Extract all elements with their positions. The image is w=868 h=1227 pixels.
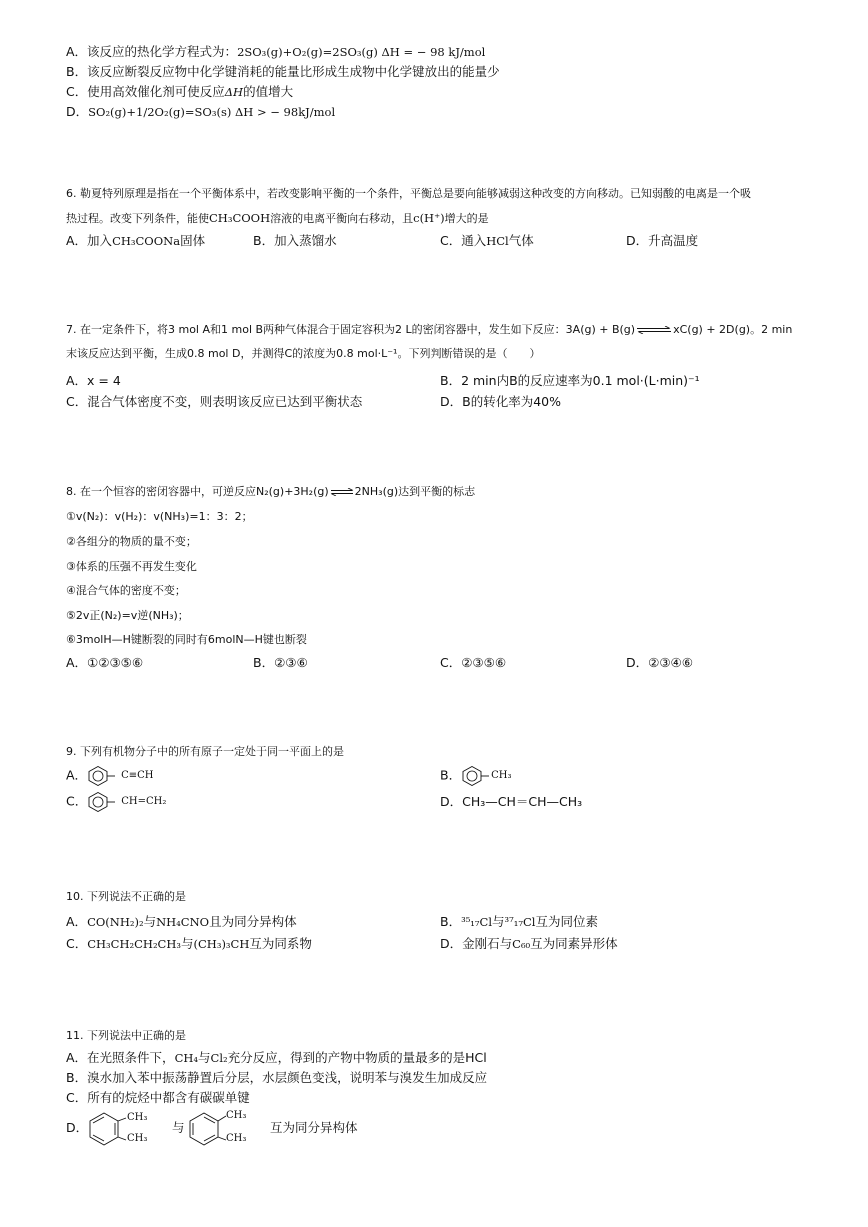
- q11-option-b: B．溴水加入苯中振荡静置后分层，水层颜色变浅，说明苯与溴发生加成反应: [66, 1070, 488, 1085]
- q7-stem-part-b: xC(g) + 2D(g)。2 min: [673, 323, 793, 336]
- q10-option-d-prefix: D．金刚石与: [440, 936, 513, 951]
- q10-formula-isobutane: (CH₃)₃CH: [193, 937, 250, 951]
- benzene-ring-icon: [87, 766, 121, 786]
- q10-stem: 10. 下列说法不正确的是: [66, 890, 186, 903]
- q5-option-c-delta-h: ΔH: [224, 85, 244, 99]
- q9-option-d: D．CH₃—CH＝CH—CH₃: [440, 794, 583, 809]
- q8-option-a: A．①②③⑤⑥: [66, 655, 144, 670]
- q5-option-d: [66, 104, 335, 120]
- q11-ortho-methyl-1: CH₃: [127, 1112, 148, 1123]
- q9-option-a-label: A．: [66, 767, 88, 783]
- q9-option-b-substituent: CH₃: [491, 770, 512, 781]
- q6-option-c: [440, 233, 534, 249]
- q6-stem-line1: 6. 勒夏特列原理是指在一个平衡体系中，若改变影响平衡的一个条件，平衡总是要向能够减弱这种改变的方向移动。已知弱酸的电离是一个吸: [66, 187, 751, 200]
- q8-item-1: ①v(N₂)：v(H₂)：v(NH₃)=1：3：2；: [66, 510, 253, 523]
- q11-option-a-suffix: 充分反应，得到的产物中物质的量最多的是HCl: [227, 1050, 487, 1065]
- q10-option-a-connector: 与: [143, 914, 157, 929]
- q7-stem-part-a: 7. 在一定条件下，将3 mol A和1 mol B两种气体混合于固定容积为2 L的密闭容器中，发生如下反应：3A(g) + B(g): [66, 323, 636, 336]
- q6-option-d: D．升高温度: [626, 233, 699, 248]
- q9-option-c: [66, 792, 166, 812]
- q11-isomer-methyl-1: CH₃: [226, 1110, 247, 1121]
- q6-option-a: [66, 233, 205, 249]
- q6-stem-part-c: 溶液的电离平衡向右移动，且: [270, 212, 414, 225]
- q6-stem-line2: [66, 210, 489, 227]
- q5-option-a: [66, 44, 485, 60]
- q9-option-a: [66, 766, 153, 786]
- phenylacetylene-structure: [87, 766, 153, 786]
- q8-option-d: D．②③④⑥: [626, 655, 693, 670]
- q10-formula-butane: CH₃CH₂CH₂CH₃: [87, 937, 181, 951]
- q9-option-b-label: B．: [440, 767, 462, 783]
- q10-formula-urea: CO(NH₂)₂: [87, 915, 144, 929]
- benzene-ring-icon: [87, 792, 121, 812]
- q10-option-b-suffix: 互为同位素: [535, 914, 598, 929]
- q10-isotope-cl37: ³⁷₁₇Cl: [504, 915, 536, 929]
- q8-stem-part-a: 8. 在一个恒容的密闭容器中，可逆反应N₂(g)+3H₂(g): [66, 485, 329, 498]
- q10-isotope-cl35: ³⁵₁₇Cl: [461, 915, 492, 929]
- q11-option-c: C．所有的烷烃中都含有碳碳单键: [66, 1090, 250, 1105]
- q6-formula-acetic-acid: CH₃COOH: [209, 211, 271, 225]
- q10-option-a-label: A．: [66, 914, 88, 929]
- q11-option-a-connector: 与: [198, 1050, 211, 1065]
- q11-option-d-label: D．: [66, 1120, 89, 1135]
- q10-option-c: [66, 936, 312, 952]
- q10-option-a: [66, 914, 297, 930]
- q10-formula-c60: C₆₀: [512, 937, 531, 951]
- q6-formula-h-concentration: c(H⁺): [413, 211, 445, 225]
- q7-option-d: D．B的转化率为40%: [440, 394, 561, 409]
- q8-item-5: ⑤2v正(N₂)=v逆(NH₃)；: [66, 609, 189, 622]
- equilibrium-arrow-icon: [636, 326, 672, 334]
- q6-option-b: B．加入蒸馏水: [253, 233, 337, 248]
- q8-stem: [66, 484, 475, 500]
- q8-item-3: ③体系的压强不再发生变化: [66, 560, 197, 573]
- q10-option-d: [440, 936, 618, 952]
- q7-stem-line2: 末该反应达到平衡，生成0.8 mol D，并测得C的浓度为0.8 mol·L⁻¹。下列判断错误的是（ ）: [66, 347, 541, 360]
- q11-option-d-connector: 与: [172, 1120, 185, 1135]
- q10-option-b: [440, 914, 598, 930]
- q5-option-b: B．该反应断裂反应物中化学键消耗的能量比形成生成物中化学键放出的能量少: [66, 64, 500, 79]
- q10-option-b-connector: 与: [492, 914, 505, 929]
- q6-option-c-prefix: C．通入: [440, 233, 487, 248]
- q8-option-c: C．②③⑤⑥: [440, 655, 507, 670]
- benzene-ring-icon: [461, 766, 491, 786]
- q11-option-d-suffix: 互为同分异构体: [270, 1120, 358, 1135]
- q8-item-6: ⑥3molH—H键断裂的同时有6molN—H键也断裂: [66, 633, 307, 646]
- q8-stem-part-b: 2NH₃(g)达到平衡的标志: [354, 485, 476, 498]
- q5-option-a-equation: 2SO₃(g)+O₂(g)=2SO₃(g) ΔH = − 98 kJ/mol: [237, 45, 486, 59]
- q10-formula-ammonium-cyanate: NH₄CNO: [156, 915, 210, 929]
- q6-stem-part-a: 热过程。改变下列条件，能使: [66, 212, 209, 225]
- q10-option-c-label: C．: [66, 936, 88, 951]
- q8-item-4: ④混合气体的密度不变；: [66, 584, 186, 597]
- q10-option-c-suffix: 互为同系物: [249, 936, 312, 951]
- q10-option-c-connector: 与: [181, 936, 194, 951]
- q10-option-a-suffix: 且为同分异构体: [209, 914, 297, 929]
- q7-option-c: C．混合气体密度不变，则表明该反应已达到平衡状态: [66, 394, 363, 409]
- q5-option-c-suffix: 的值增大: [243, 84, 294, 99]
- q6-option-a-formula: CH₃COONa: [112, 234, 181, 248]
- q11-formula-methane: CH₄: [174, 1051, 199, 1065]
- q6-option-c-suffix: 气体: [508, 233, 534, 248]
- q11-stem: 11. 下列说法中正确的是: [66, 1029, 186, 1042]
- q9-option-a-substituent: C≡CH: [121, 770, 154, 781]
- q7-stem-line1: [66, 322, 792, 338]
- q8-option-b: B．②③⑥: [253, 655, 308, 670]
- q6-option-c-formula: HCl: [486, 234, 509, 248]
- q9-option-c-label: C．: [66, 793, 88, 809]
- reversible-arrow-icon: [330, 488, 354, 496]
- q11-option-a: [66, 1050, 487, 1066]
- q5-option-d-equation: SO₂(g)+1/2O₂(g)=SO₃(s) ΔH > − 98kJ/mol: [88, 105, 336, 119]
- q11-ortho-methyl-2: CH₃: [127, 1133, 148, 1144]
- q11-option-a-prefix: A．在光照条件下，: [66, 1050, 175, 1065]
- q9-option-b: [440, 766, 511, 786]
- q9-option-c-substituent: CH=CH₂: [121, 796, 167, 807]
- q6-stem-part-e: 增大的是: [444, 212, 489, 225]
- toluene-structure: [461, 766, 511, 786]
- styrene-structure: [87, 792, 166, 812]
- q11-isomer-methyl-2: CH₃: [226, 1133, 247, 1144]
- q11-formula-chlorine: Cl₂: [210, 1051, 228, 1065]
- q10-option-d-suffix: 互为同素异形体: [530, 936, 618, 951]
- q9-stem: 9. 下列有机物分子中的所有原子一定处于同一平面上的是: [66, 745, 344, 758]
- q7-option-a: A．x = 4: [66, 373, 121, 388]
- q6-option-a-suffix: 固体: [180, 233, 206, 248]
- q8-item-2: ②各组分的物质的量不变；: [66, 535, 197, 548]
- q5-option-d-prefix: D．: [66, 104, 89, 119]
- q5-option-a-prefix: A．该反应的热化学方程式为：: [66, 44, 238, 59]
- q10-option-b-label: B．: [440, 914, 462, 929]
- q6-option-a-prefix: A．加入: [66, 233, 113, 248]
- q5-option-c: [66, 84, 293, 100]
- q5-option-c-prefix: C．使用高效催化剂可使反应: [66, 84, 225, 99]
- q7-option-b: B．2 min内B的反应速率为0.1 mol·(L·min)⁻¹: [440, 373, 700, 388]
